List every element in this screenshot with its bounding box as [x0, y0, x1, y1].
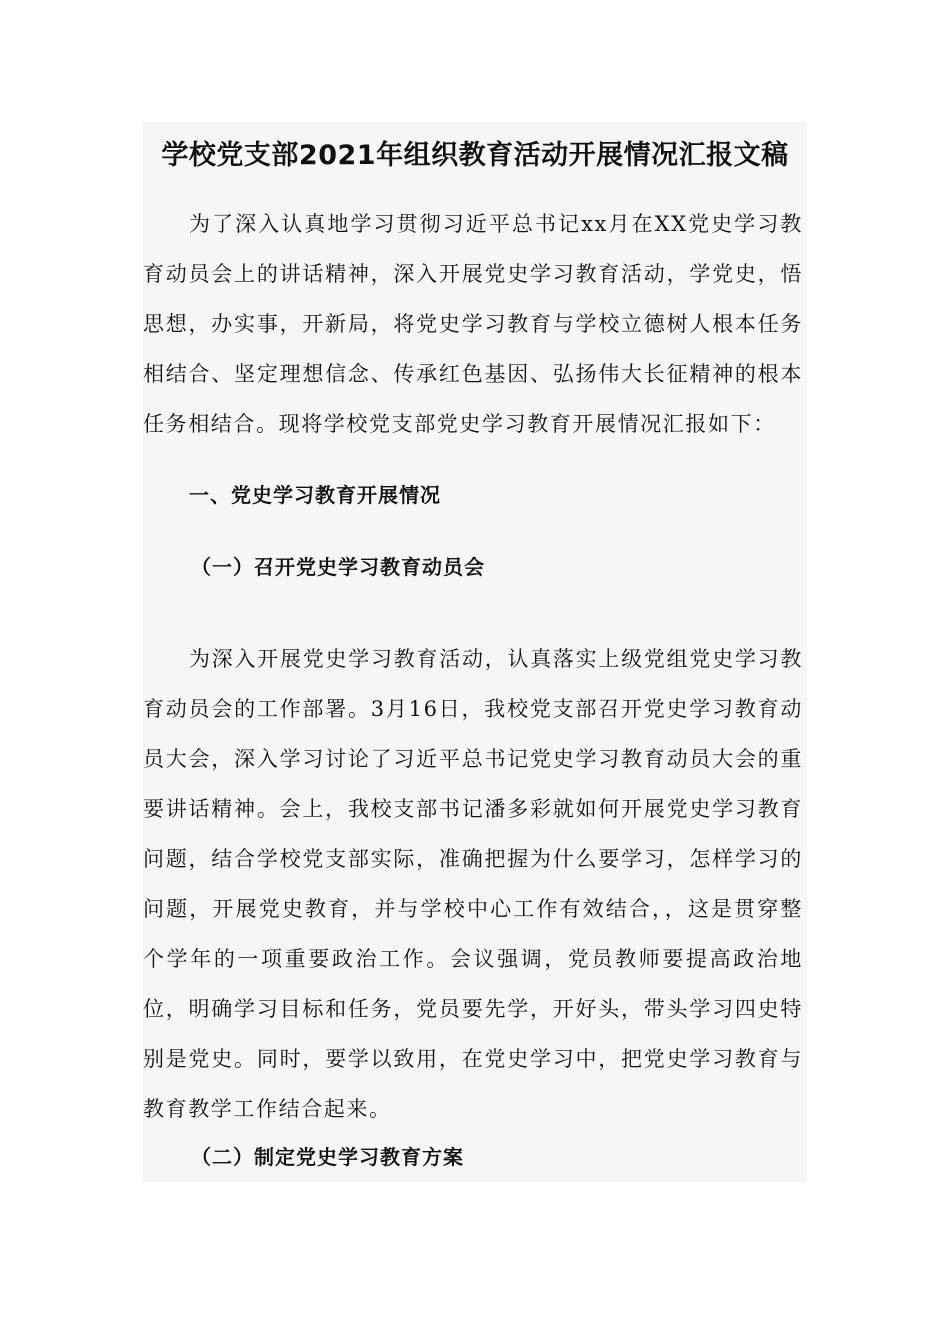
subsection-1-paragraph: 为深入开展党史学习教育活动，认真落实上级党组党史学习教育动员会的工作部署。3月16日，我校党支部召开党史学习教育动员大会，深入学习讨论了习近平总书记党史学习教育动员大会的重要讲话精神。会上，我校支部书记潘多彩就如何开展党史学习教育问题，结合学校党支部实际，准确把握为什么要学习，怎样学习的问题，开展党史教育，并与学校中心工作有效结合，，这是贯穿整个学年的一项重要政治工作。会议强调，党员教师要提高政治地位，明确学习目标和任务，党员要先学，开好头，带头学习四史特别是党史。同时，要学以致用，在党史学习中，把党史学习教育与教育教学工作结合起来。 — [143, 647, 803, 1121]
document-page — [143, 122, 807, 1182]
section-heading-1: 一、党史学习教育开展情况 — [189, 483, 441, 507]
intro-paragraph: 为了深入认真地学习贯彻习近平总书记xx月在XX党史学习教育动员会上的讲话精神，深入开展党史学习教育活动，学党史，悟思想，办实事，开新局，将党史学习教育与学校立德树人根本任务相结合、坚定理想信念、传承红色基因、弘扬伟大长征精神的根本任务相结合。现将学校党支部党史学习教育开展情况汇报如下： — [143, 212, 803, 436]
subsection-heading-1: （一）召开党史学习教育动员会 — [191, 555, 485, 579]
subsection-heading-2: （二）制定党史学习教育方案 — [191, 1145, 464, 1169]
document-title: 学校党支部2021年组织教育活动开展情况汇报文稿 — [161, 140, 789, 171]
